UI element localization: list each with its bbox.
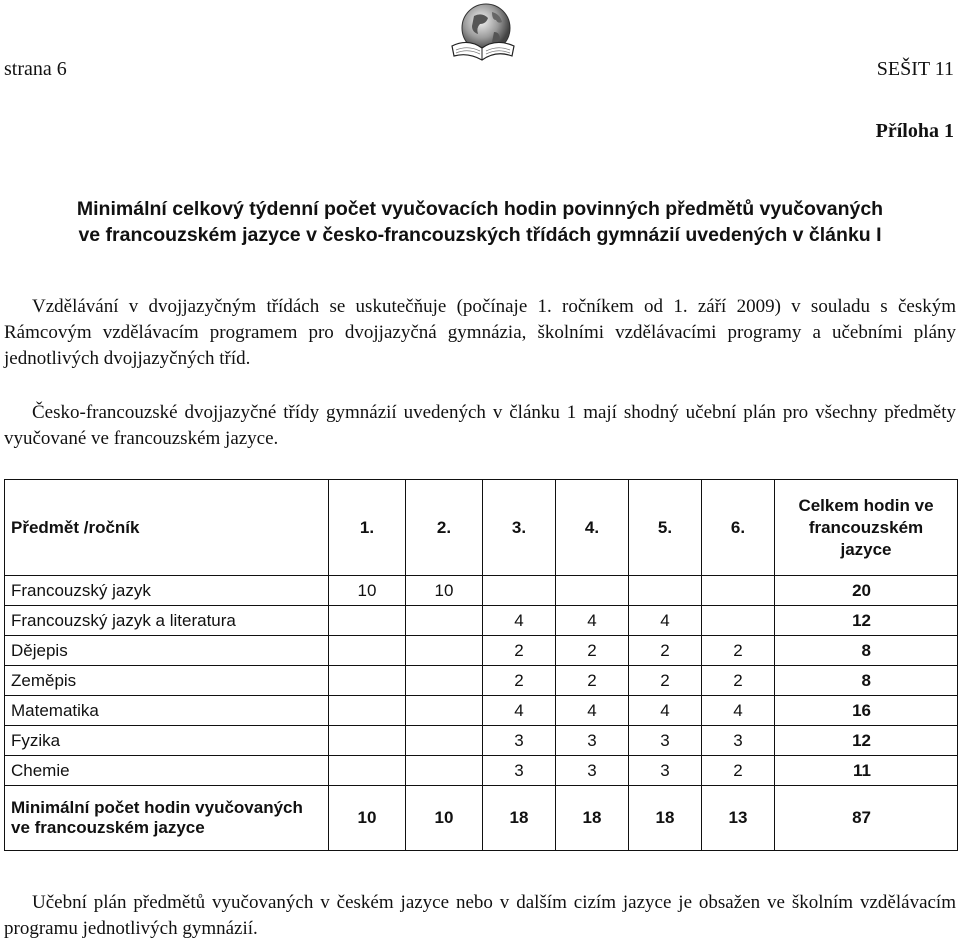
hours-cell <box>406 756 483 786</box>
hours-cell <box>483 576 556 606</box>
footer-hours-cell: 18 <box>629 786 702 851</box>
hours-cell: 3 <box>556 756 629 786</box>
hours-cell <box>406 696 483 726</box>
hours-cell: 3 <box>556 726 629 756</box>
hours-cell: 4 <box>556 696 629 726</box>
footer-subject: Minimální počet hodin vyučovaných ve francouzském jazyce <box>5 786 329 851</box>
header-grade: 6. <box>702 480 775 576</box>
hours-cell: 3 <box>702 726 775 756</box>
hours-cell: 4 <box>556 606 629 636</box>
hours-cell: 2 <box>556 636 629 666</box>
hours-cell <box>329 756 406 786</box>
total-cell: 12 <box>775 606 958 636</box>
total-cell: 8 <box>775 636 958 666</box>
subject-cell: Chemie <box>5 756 329 786</box>
closing-paragraph: Učební plán předmětů vyučovaných v českém jazyce nebo v dalším cizím jazyce je obsažen ve školním vzdělávacím programu jednotlivých gymnázií. <box>4 892 956 939</box>
footer-hours-cell: 18 <box>556 786 629 851</box>
table-header-row <box>5 480 958 576</box>
table-row <box>5 726 958 756</box>
hours-cell: 2 <box>483 636 556 666</box>
issue-number: SEŠIT 11 <box>876 58 954 80</box>
hours-cell <box>329 666 406 696</box>
hours-cell <box>702 576 775 606</box>
hours-cell <box>556 576 629 606</box>
table-row <box>5 666 958 696</box>
header-grade: 1. <box>329 480 406 576</box>
hours-cell: 2 <box>483 666 556 696</box>
total-cell: 8 <box>775 666 958 696</box>
hours-cell: 2 <box>556 666 629 696</box>
hours-cell: 10 <box>406 576 483 606</box>
table-row <box>5 636 958 666</box>
hours-cell <box>702 606 775 636</box>
hours-cell <box>329 726 406 756</box>
hours-cell <box>406 726 483 756</box>
header-grade: 3. <box>483 480 556 576</box>
hours-cell: 4 <box>483 696 556 726</box>
footer-hours-cell: 10 <box>406 786 483 851</box>
header-grade: 4. <box>556 480 629 576</box>
subject-cell: Matematika <box>5 696 329 726</box>
hours-cell: 10 <box>329 576 406 606</box>
hours-cell <box>406 666 483 696</box>
hours-cell: 2 <box>629 636 702 666</box>
hours-cell: 2 <box>702 636 775 666</box>
hours-cell <box>406 606 483 636</box>
hours-cell: 2 <box>702 666 775 696</box>
header-total: Celkem hodin ve francouzském jazyce <box>775 480 958 576</box>
table-row <box>5 756 958 786</box>
total-cell: 20 <box>775 576 958 606</box>
subject-cell: Zeměpis <box>5 666 329 696</box>
total-cell: 11 <box>775 756 958 786</box>
hours-cell: 3 <box>483 756 556 786</box>
total-cell: 16 <box>775 696 958 726</box>
footer-total: 87 <box>775 786 958 851</box>
hours-cell <box>329 636 406 666</box>
table-row <box>5 606 958 636</box>
hours-cell <box>629 576 702 606</box>
title-line-2: ve francouzském jazyce v česko-francouzských třídách gymnázií uvedených v článku I <box>78 224 882 246</box>
table-total-row <box>5 786 958 851</box>
subject-cell: Francouzský jazyk a literatura <box>5 606 329 636</box>
hours-cell: 3 <box>629 726 702 756</box>
hours-cell: 2 <box>629 666 702 696</box>
curriculum-paragraph: Česko-francouzské dvojjazyčné třídy gymnázií uvedených v článku 1 mají shodný učební plán pro všechny předměty vyučované ve francouzském jazyce. <box>4 402 956 449</box>
hours-cell: 4 <box>629 696 702 726</box>
total-cell: 12 <box>775 726 958 756</box>
hours-cell: 4 <box>629 606 702 636</box>
table-row <box>5 696 958 726</box>
page-number: strana 6 <box>4 58 67 80</box>
footer-hours-cell: 18 <box>483 786 556 851</box>
table-row <box>5 576 958 606</box>
globe-book-logo <box>444 2 522 64</box>
footer-hours-cell: 13 <box>702 786 775 851</box>
hours-cell: 4 <box>483 606 556 636</box>
header-subject: Předmět /ročník <box>5 480 329 576</box>
hours-cell <box>406 636 483 666</box>
appendix-label: Příloha 1 <box>875 120 954 142</box>
hours-cell: 4 <box>702 696 775 726</box>
footer-hours-cell: 10 <box>329 786 406 851</box>
hours-cell <box>329 606 406 636</box>
document-title <box>0 196 960 248</box>
hours-cell <box>329 696 406 726</box>
header-grade: 5. <box>629 480 702 576</box>
hours-cell: 2 <box>702 756 775 786</box>
hours-cell: 3 <box>629 756 702 786</box>
header-grade: 2. <box>406 480 483 576</box>
curriculum-table <box>4 479 958 851</box>
subject-cell: Dějepis <box>5 636 329 666</box>
title-line-1: Minimální celkový týdenní počet vyučovacích hodin povinných předmětů vyučovaných <box>76 198 884 220</box>
intro-paragraph: Vzdělávání v dvojjazyčným třídách se uskutečňuje (počínaje 1. ročníkem od 1. září 2009) v souladu s českým Rámcovým vzdělávacím programem pro dvojjazyčná gymnázia, školními vzdělávacími programy a učebními plány jednotlivých dvojjazyčných tříd. <box>4 296 956 369</box>
subject-cell: Fyzika <box>5 726 329 756</box>
hours-cell: 3 <box>483 726 556 756</box>
subject-cell: Francouzský jazyk <box>5 576 329 606</box>
